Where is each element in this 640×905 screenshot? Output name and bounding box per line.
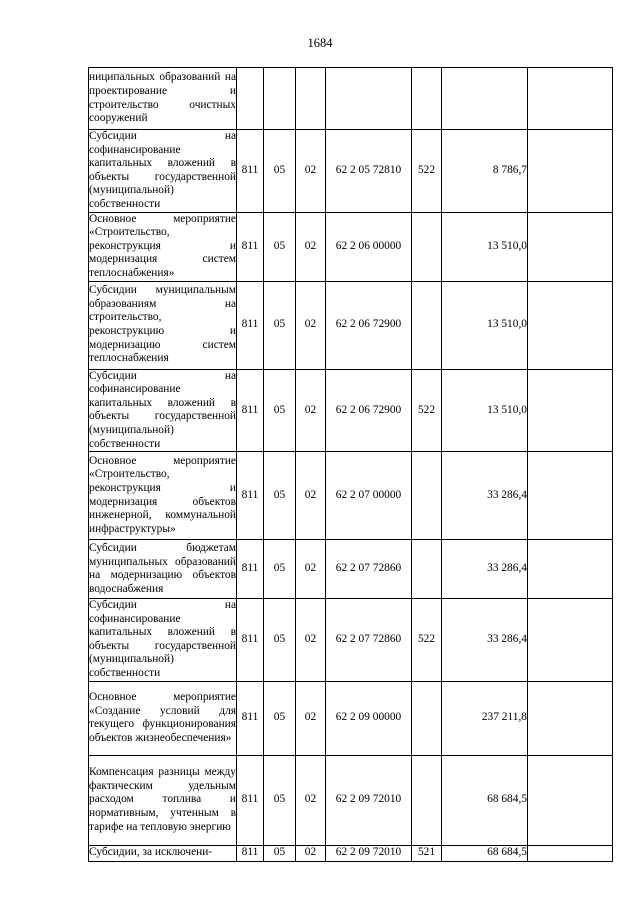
subsection-code: 02: [296, 540, 326, 599]
table-row: [89, 212, 613, 281]
empty-cell: [528, 281, 613, 369]
section-code: 05: [264, 845, 296, 861]
table-row: [89, 281, 613, 369]
subsection-code: 02: [296, 681, 326, 755]
row-name: Субсидии на софинансирование капитальных вложений в объекты государственной (муниципальной) собственности: [89, 369, 237, 452]
amount: 237 211,8: [442, 681, 528, 755]
subsection-code: 02: [296, 755, 326, 845]
amount: 68 684,5: [442, 755, 528, 845]
row-name: Субсидии, за исключени-: [89, 845, 237, 861]
section-code: 05: [264, 212, 296, 281]
subsection-code: [296, 68, 326, 130]
target-code: 62 2 06 72900: [326, 369, 412, 452]
ministry-code: 811: [237, 130, 264, 213]
row-name: Субсидии бюджетам муниципальных образований на модернизацию объектов водоснабжения: [89, 540, 237, 599]
ministry-code: 811: [237, 281, 264, 369]
expense-type-code: [412, 212, 442, 281]
table-row: [89, 755, 613, 845]
amount: 8 786,7: [442, 130, 528, 213]
section-code: 05: [264, 369, 296, 452]
section-code: 05: [264, 281, 296, 369]
expense-type-code: [412, 755, 442, 845]
subsection-code: 02: [296, 369, 326, 452]
row-name: ниципальных образований на проектирование и строительство очистных сооружений: [89, 68, 237, 130]
amount: 33 286,4: [442, 599, 528, 682]
table-row: [89, 845, 613, 861]
ministry-code: 811: [237, 681, 264, 755]
page-number: 1684: [307, 36, 333, 50]
table-row: [89, 452, 613, 540]
subsection-code: 02: [296, 212, 326, 281]
section-code: 05: [264, 540, 296, 599]
table-row: [89, 130, 613, 213]
ministry-code: 811: [237, 845, 264, 861]
row-name: Основное мероприятие «Строительство, реконструкция и модернизация объектов инженерной, коммунальной инфраструктуры»: [89, 452, 237, 540]
subsection-code: 02: [296, 599, 326, 682]
target-code: 62 2 09 72010: [326, 755, 412, 845]
table-row: [89, 369, 613, 452]
subsection-code: 02: [296, 130, 326, 213]
row-name: Субсидии муниципальным образованиям на строительство, реконструкцию и модернизацию систем теплоснабжения: [89, 281, 237, 369]
expense-type-code: [412, 281, 442, 369]
expense-type-code: [412, 540, 442, 599]
target-code: 62 2 07 72860: [326, 540, 412, 599]
section-code: 05: [264, 681, 296, 755]
table-row: [89, 68, 613, 130]
empty-cell: [528, 369, 613, 452]
empty-cell: [528, 845, 613, 861]
amount: 13 510,0: [442, 369, 528, 452]
empty-cell: [528, 540, 613, 599]
empty-cell: [528, 68, 613, 130]
amount: 13 510,0: [442, 212, 528, 281]
section-code: [264, 68, 296, 130]
ministry-code: [237, 68, 264, 130]
ministry-code: 811: [237, 540, 264, 599]
expense-type-code: 522: [412, 369, 442, 452]
row-name: Компенсация разницы между фактическим удельным расходом топлива и нормативным, учтенным в тарифе на тепловую энергию: [89, 755, 237, 845]
ministry-code: 811: [237, 755, 264, 845]
empty-cell: [528, 681, 613, 755]
expense-type-code: 522: [412, 599, 442, 682]
expense-type-code: [412, 681, 442, 755]
expense-type-code: [412, 452, 442, 540]
row-name: Субсидии на софинансирование капитальных вложений в объекты государственной (муниципальной) собственности: [89, 130, 237, 213]
ministry-code: 811: [237, 369, 264, 452]
section-code: 05: [264, 755, 296, 845]
subsection-code: 02: [296, 281, 326, 369]
section-code: 05: [264, 599, 296, 682]
target-code: 62 2 07 00000: [326, 452, 412, 540]
empty-cell: [528, 452, 613, 540]
subsection-code: 02: [296, 845, 326, 861]
target-code: [326, 68, 412, 130]
empty-cell: [528, 755, 613, 845]
target-code: 62 2 09 72010: [326, 845, 412, 861]
empty-cell: [528, 599, 613, 682]
expense-type-code: 522: [412, 130, 442, 213]
ministry-code: 811: [237, 452, 264, 540]
row-name: Основное мероприятие «Строительство, реконструкция и модернизация систем теплоснабжения»: [89, 212, 237, 281]
subsection-code: 02: [296, 452, 326, 540]
target-code: 62 2 05 72810: [326, 130, 412, 213]
table-row: [89, 599, 613, 682]
ministry-code: 811: [237, 212, 264, 281]
section-code: 05: [264, 452, 296, 540]
row-name: Субсидии на софинансирование капитальных вложений в объекты государственной (муниципальной) собственности: [89, 599, 237, 682]
table-row: [89, 681, 613, 755]
target-code: 62 2 06 72900: [326, 281, 412, 369]
expense-type-code: 521: [412, 845, 442, 861]
amount: 33 286,4: [442, 452, 528, 540]
expense-type-code: [412, 68, 442, 130]
amount: [442, 68, 528, 130]
table-row: [89, 540, 613, 599]
amount: 33 286,4: [442, 540, 528, 599]
empty-cell: [528, 130, 613, 213]
amount: 68 684,5: [442, 845, 528, 861]
empty-cell: [528, 212, 613, 281]
target-code: 62 2 06 00000: [326, 212, 412, 281]
target-code: 62 2 07 72860: [326, 599, 412, 682]
row-name: Основное мероприятие «Создание условий для текущего функционирования объектов жизнеобеспечения»: [89, 681, 237, 755]
amount: 13 510,0: [442, 281, 528, 369]
ministry-code: 811: [237, 599, 264, 682]
target-code: 62 2 09 00000: [326, 681, 412, 755]
section-code: 05: [264, 130, 296, 213]
budget-table: [88, 67, 613, 862]
